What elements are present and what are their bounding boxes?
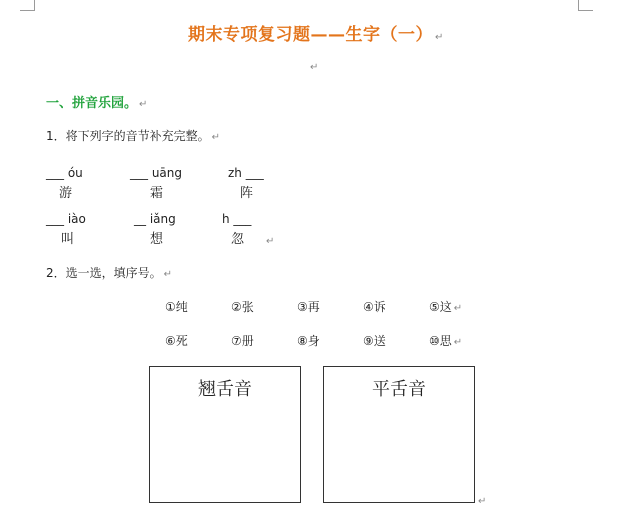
- paragraph-mark: ↵: [139, 99, 148, 110]
- option-5[interactable]: [429, 298, 462, 315]
- hanzi-item-4: 叫: [61, 232, 75, 247]
- paragraph-mark: ↵: [478, 496, 487, 507]
- document-title[interactable]: [188, 20, 444, 45]
- question-2-label[interactable]: [46, 264, 172, 281]
- answer-box-retroflex-title: 翘舌音: [198, 379, 252, 400]
- paragraph-mark: ↵: [163, 269, 173, 280]
- hanzi-item-1: 游: [59, 186, 73, 201]
- page-corner-mark-right: [578, 0, 593, 11]
- paragraph-mark: ↵: [435, 32, 444, 43]
- option-8[interactable]: ⑧身: [297, 334, 320, 348]
- paragraph-mark: ↵: [211, 132, 221, 143]
- option-6[interactable]: ⑥死: [165, 334, 188, 348]
- hanzi-item-2: 霜: [150, 186, 164, 201]
- answer-box-retroflex[interactable]: [149, 366, 301, 503]
- option-10-text: ⑩思: [429, 334, 452, 348]
- pinyin-item-4[interactable]: ___ iào: [46, 212, 86, 226]
- hanzi-item-5: 想: [150, 232, 164, 247]
- option-7[interactable]: ⑦册: [231, 334, 254, 348]
- paragraph-mark: ↵: [266, 236, 275, 247]
- answer-box-flat-tongue-title: 平舌音: [372, 379, 426, 400]
- page-corner-mark-left: [20, 0, 35, 11]
- pinyin-item-3[interactable]: zh ___: [228, 166, 264, 180]
- question-1-text: 1．将下列字的音节补充完整。: [46, 129, 210, 143]
- hanzi-item-3: 阵: [240, 186, 254, 201]
- answer-box-flat-tongue[interactable]: [323, 366, 475, 503]
- option-1[interactable]: ①纯: [165, 300, 188, 314]
- document-title-text: 期末专项复习题——生字（一）: [188, 25, 433, 45]
- paragraph-mark: ↵: [310, 62, 319, 73]
- pinyin-item-5[interactable]: __ iǎng: [134, 212, 176, 226]
- hanzi-item-6: 忽: [231, 232, 245, 247]
- section-heading-text: 一、拼音乐园。: [46, 96, 138, 111]
- option-5-text: ⑤这: [429, 300, 452, 314]
- option-3[interactable]: ③再: [297, 300, 320, 314]
- paragraph-mark: ↵: [453, 303, 463, 314]
- paragraph-mark: ↵: [453, 337, 463, 348]
- pinyin-item-6[interactable]: h ___: [222, 212, 252, 226]
- option-4[interactable]: ④诉: [363, 300, 386, 314]
- option-2[interactable]: ②张: [231, 300, 254, 314]
- option-9[interactable]: ⑨送: [363, 334, 386, 348]
- pinyin-item-2[interactable]: ___ uāng: [130, 166, 182, 180]
- section-heading[interactable]: [46, 92, 147, 111]
- question-1-label[interactable]: [46, 127, 220, 144]
- question-2-text: 2．选一选，填序号。: [46, 266, 162, 280]
- pinyin-item-1[interactable]: ___ óu: [46, 166, 83, 180]
- option-10[interactable]: [429, 332, 462, 349]
